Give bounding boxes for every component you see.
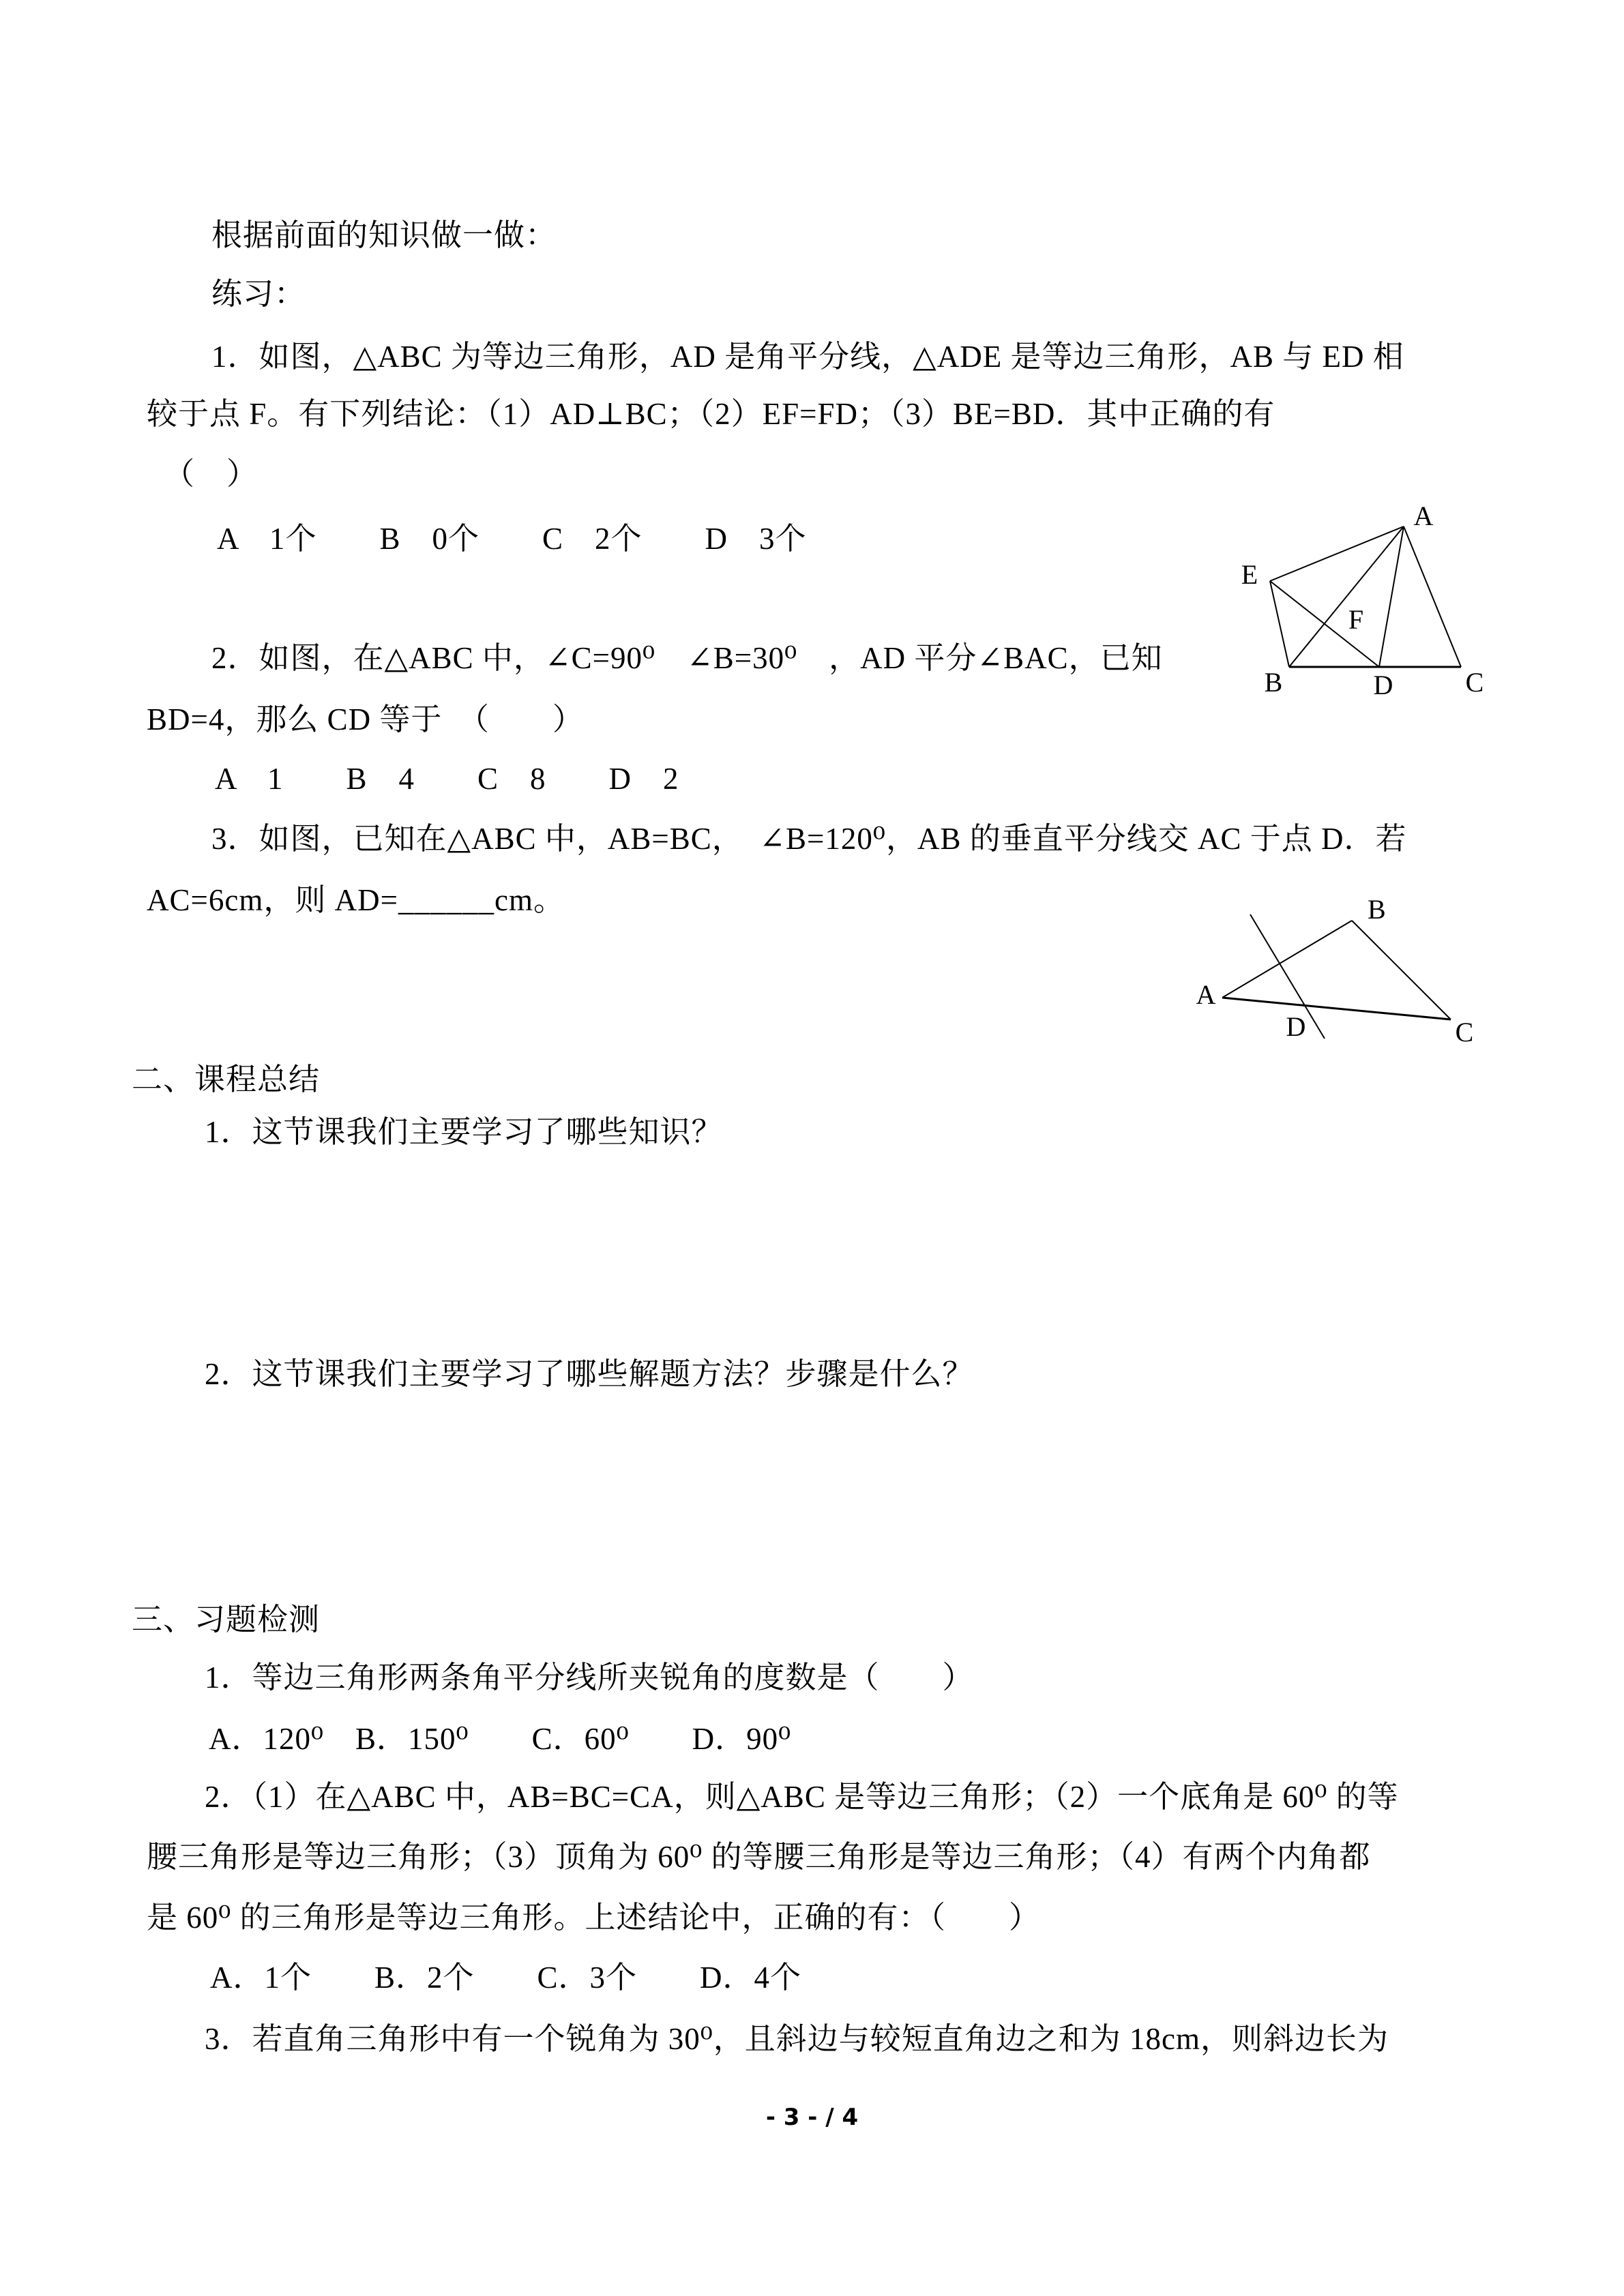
page-number-footer: - 3 - / 4 [765,2104,859,2131]
figure-q1-label-e: E [1241,559,1258,590]
figure-q1-label-d: D [1373,670,1393,700]
practice-q2-line1: 2．如图，在△ABC 中，∠C=90⁰ ∠B=30⁰ ，AD 平分∠BAC，已知 [211,641,1163,675]
section-test-title: 三、习题检测 [132,1602,321,1637]
figure-q3-lines [1222,914,1451,1039]
figure-q3-label-c: C [1455,1017,1474,1047]
figure-q1-triangle-diagram [1221,498,1514,709]
practice-q1-line1: 1．如图，△ABC 为等边三角形，AD 是角平分线，△ADE 是等边三角形，AB 与 ED 相 [211,340,1404,374]
section-summary-title: 二、课程总结 [132,1062,321,1097]
practice-q2-options: A 1 B 4 C 8 D 2 [215,762,679,796]
figure-q3-label-b: B [1368,894,1386,925]
test-q2-line3: 是 60⁰ 的三角形是等边三角形。上述结论中，正确的有：（ ） [147,1900,1041,1935]
figure-q1-lines [1270,526,1461,667]
figure-q3-label-d: D [1286,1011,1306,1042]
practice-q1-options: A 1个 B 0个 C 2个 D 3个 [217,522,807,556]
test-q2-options: A．1个 B．2个 C．3个 D．4个 [210,1960,802,1995]
test-q2-line1: 2．（1）在△ABC 中，AB=BC=CA，则△ABC 是等边三角形；（2）一个底角是 60⁰ 的等 [205,1780,1399,1814]
test-q1-text: 1．等边三角形两条角平分线所夹锐角的度数是（ ） [205,1660,974,1695]
figure-q1-label-a: A [1413,501,1434,531]
practice-q1-answer-blank: （ ） [164,457,259,491]
summary-item-1: 1．这节课我们主要学习了哪些知识？ [205,1115,723,1149]
summary-item-2: 2．这节课我们主要学习了哪些解题方法？步骤是什么？ [205,1357,974,1391]
figure-q1-label-b: B [1264,667,1283,698]
figure-q1-label-f: F [1348,604,1364,635]
test-q3-text: 3．若直角三角形中有一个锐角为 30⁰，且斜边与较短直角边之和为 18cm，则斜边长为 [205,2022,1389,2056]
figure-q3-triangle-diagram [1187,893,1501,1064]
intro-text: 根据前面的知识做一做： [211,218,557,252]
practice-label: 练习： [211,277,306,311]
practice-q1-line2: 较于点 F。有下列结论：（1）AD⊥BC；（2）EF=FD；（3）BE=BD．其中正确的有 [147,397,1275,431]
practice-q3-line2: AC=6cm，则 AD=______cm。 [147,883,565,917]
test-q2-line2: 腰三角形是等边三角形；（3）顶角为 60⁰ 的等腰三角形是等边三角形；（4）有两个内角都 [147,1840,1371,1874]
figure-q1-label-c: C [1465,667,1484,698]
practice-q3-line1: 3．如图，已知在△ABC 中，AB=BC， ∠B=120⁰，AB 的垂直平分线交 AC 于点 D．若 [211,822,1407,856]
practice-q2-line2: BD=4，那么 CD 等于 （ ） [147,702,584,736]
figure-q3-label-a: A [1196,979,1216,1010]
test-q1-options: A．120⁰ B．150⁰ C．60⁰ D．90⁰ [209,1722,792,1756]
